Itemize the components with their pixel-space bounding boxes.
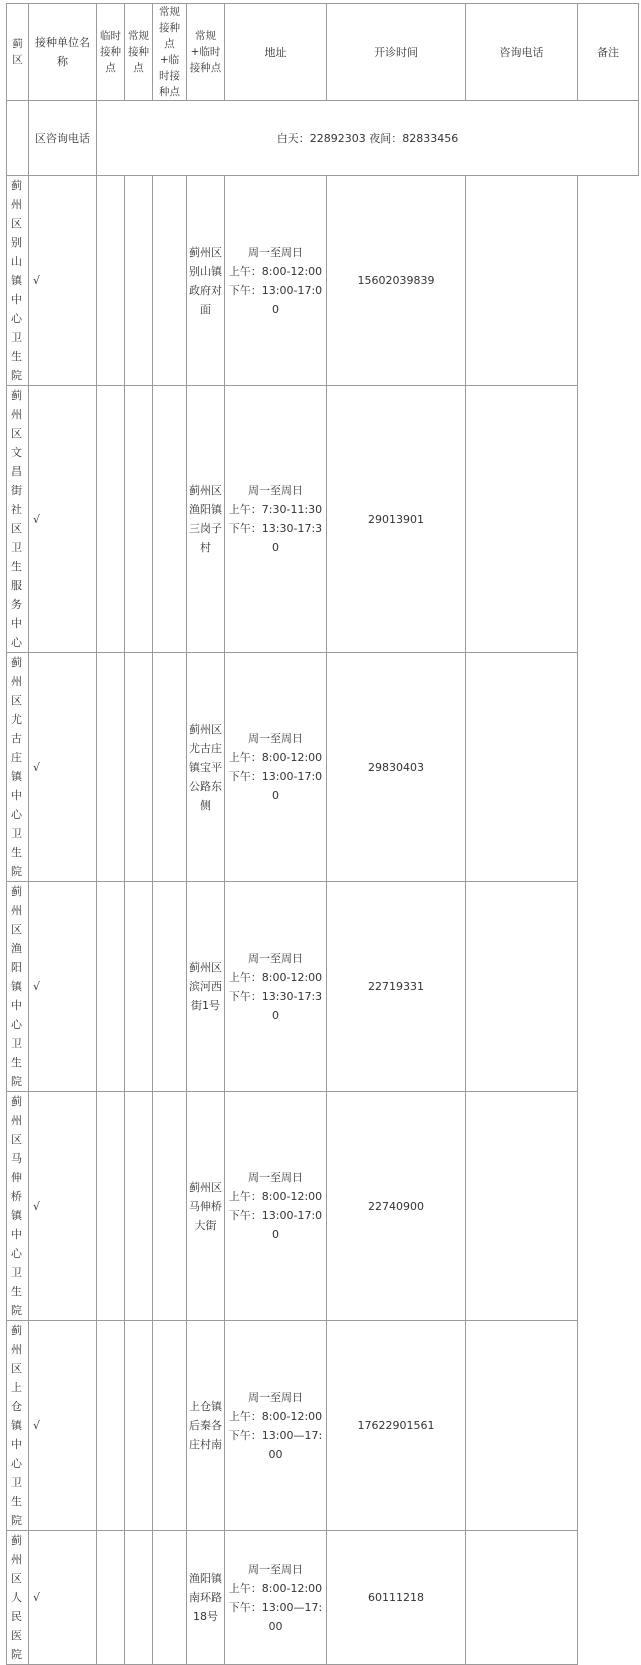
unit-name-cell: 蓟州区别山镇中心卫生院	[7, 176, 29, 386]
regular-plus-temp-short-cell	[153, 386, 187, 653]
phone-cell: 15602039839	[327, 176, 466, 386]
address-cell: 蓟州区滨河西街1号	[187, 882, 225, 1092]
hours-line: 下午：13:00-17:00	[228, 1209, 323, 1241]
hours-line: 周一至周日	[248, 245, 303, 259]
phone-cell: 22719331	[327, 882, 466, 1092]
hours-line: 下午：13:30-17:30	[228, 989, 323, 1022]
hours-line: 周一至周日	[248, 1171, 303, 1184]
vaccination-sites-table	[6, 3, 639, 1665]
header-unit-name: 接种单位名称	[29, 4, 97, 101]
hours-line: 周一至周日	[248, 1390, 303, 1404]
hours-cell	[225, 1321, 327, 1531]
hours-line: 上午：7:30-11:30	[228, 503, 323, 516]
hours-line: 周一至周日	[248, 951, 303, 965]
unit-name-cell: 蓟州区人民医院	[7, 1531, 29, 1665]
regular-plus-temp-cell	[125, 176, 153, 386]
table-row	[7, 1321, 639, 1531]
hours-line: 上午：8:00-12:00	[228, 1409, 323, 1423]
regular-plus-temp-cell	[125, 653, 153, 882]
regular-plus-temp-short-cell	[153, 653, 187, 882]
regular-plus-temp-short-cell	[153, 176, 187, 386]
phone-cell: 17622901561	[327, 1321, 466, 1531]
table-body	[7, 176, 639, 1665]
district-cell	[7, 101, 29, 176]
unit-name-cell: 蓟州区渔阳镇中心卫生院	[7, 882, 29, 1092]
hours-line: 下午：13:00—17:00	[228, 1600, 323, 1633]
table-row	[7, 176, 639, 386]
temp-site-cell: √	[29, 1531, 97, 1665]
regular-plus-temp-cell	[125, 1092, 153, 1321]
regular-plus-temp-cell	[125, 1531, 153, 1665]
phone-cell: 29013901	[327, 386, 466, 653]
regular-plus-temp-short-cell	[153, 882, 187, 1092]
unit-name-cell: 蓟州区马伸桥镇中心卫生院	[7, 1092, 29, 1321]
regular-plus-temp-cell	[125, 386, 153, 653]
table-row	[7, 1531, 639, 1665]
hours-line: 上午：8:00-12:00	[228, 1581, 323, 1595]
temp-site-cell: √	[29, 653, 97, 882]
regular-site-cell	[97, 1092, 125, 1321]
hours-cell	[225, 882, 327, 1092]
table-row	[7, 653, 639, 882]
regular-plus-temp-short-cell	[153, 1531, 187, 1665]
hours-cell	[225, 386, 327, 653]
hours-line: 下午：13:00-17:00	[228, 770, 323, 802]
unit-name-cell: 蓟州区上仓镇中心卫生院	[7, 1321, 29, 1531]
header-address: 地址	[225, 4, 327, 101]
hours-cell	[225, 176, 327, 386]
regular-plus-temp-short-cell	[153, 1321, 187, 1531]
hours-cell	[225, 653, 327, 882]
hours-line: 下午：13:00—17:00	[228, 1428, 323, 1461]
phone-cell: 29830403	[327, 653, 466, 882]
address-cell: 蓟州区别山镇政府对面	[187, 176, 225, 386]
temp-site-cell: √	[29, 1092, 97, 1321]
notes-cell	[466, 386, 578, 653]
table-row	[7, 882, 639, 1092]
header-regular: 常规接种点	[125, 4, 153, 101]
unit-name-cell: 蓟州区尤古庄镇中心卫生院	[7, 653, 29, 882]
notes-cell	[466, 882, 578, 1092]
address-cell: 蓟州区渔阳镇三岗子村	[187, 386, 225, 653]
regular-plus-temp-cell	[125, 882, 153, 1092]
regular-site-cell	[97, 176, 125, 386]
notes-cell	[466, 653, 578, 882]
table-row	[7, 1092, 639, 1321]
phone-cell: 60111218	[327, 1531, 466, 1665]
hours-line: 上午：8:00-12:00	[228, 970, 323, 984]
table-row	[7, 386, 639, 653]
regular-site-cell	[97, 882, 125, 1092]
regular-site-cell	[97, 653, 125, 882]
hours-line: 上午：8:00-12:00	[228, 264, 323, 278]
hours-cell	[225, 1092, 327, 1321]
consult-label: 区咨询电话	[29, 101, 97, 176]
hours-line: 下午：13:00-17:00	[228, 283, 323, 316]
notes-cell	[466, 1321, 578, 1531]
regular-site-cell	[97, 386, 125, 653]
notes-cell	[466, 176, 578, 386]
consult-row	[7, 101, 639, 176]
regular-plus-temp-cell	[125, 1321, 153, 1531]
regular-site-cell	[97, 1321, 125, 1531]
consult-value: 白天：22892303 夜间：82833456	[97, 101, 639, 176]
hours-line: 上午：8:00-12:00	[228, 751, 323, 764]
hours-line: 周一至周日	[248, 1562, 303, 1576]
header-regular-plus-temp-short: 常规+临时接种点	[187, 4, 225, 101]
header-regular-plus-temp: 常规接种点+临时接种点	[153, 4, 187, 101]
table-header-row	[7, 4, 639, 101]
header-district: 蓟区	[7, 4, 29, 101]
hours-cell	[225, 1531, 327, 1665]
hours-line: 周一至周日	[248, 484, 303, 497]
unit-name-cell: 蓟州区文昌街社区卫生服务中心	[7, 386, 29, 653]
address-cell: 蓟州区马伸桥大街	[187, 1092, 225, 1321]
hours-line: 周一至周日	[248, 732, 303, 745]
temp-site-cell: √	[29, 882, 97, 1092]
header-hours: 开诊时间	[327, 4, 466, 101]
hours-line: 上午：8:00-12:00	[228, 1190, 323, 1203]
notes-cell	[466, 1531, 578, 1665]
address-cell: 渔阳镇南环路18号	[187, 1531, 225, 1665]
address-cell: 上仓镇后秦各庄村南	[187, 1321, 225, 1531]
address-cell: 蓟州区尤古庄镇宝平公路东侧	[187, 653, 225, 882]
regular-plus-temp-short-cell	[153, 1092, 187, 1321]
temp-site-cell: √	[29, 1321, 97, 1531]
temp-site-cell: √	[29, 386, 97, 653]
header-notes: 备注	[578, 4, 639, 101]
header-phone: 咨询电话	[466, 4, 578, 101]
phone-cell: 22740900	[327, 1092, 466, 1321]
header-temp: 临时接种点	[97, 4, 125, 101]
temp-site-cell: √	[29, 176, 97, 386]
notes-cell	[466, 1092, 578, 1321]
hours-line: 下午：13:30-17:30	[228, 522, 323, 554]
regular-site-cell	[97, 1531, 125, 1665]
